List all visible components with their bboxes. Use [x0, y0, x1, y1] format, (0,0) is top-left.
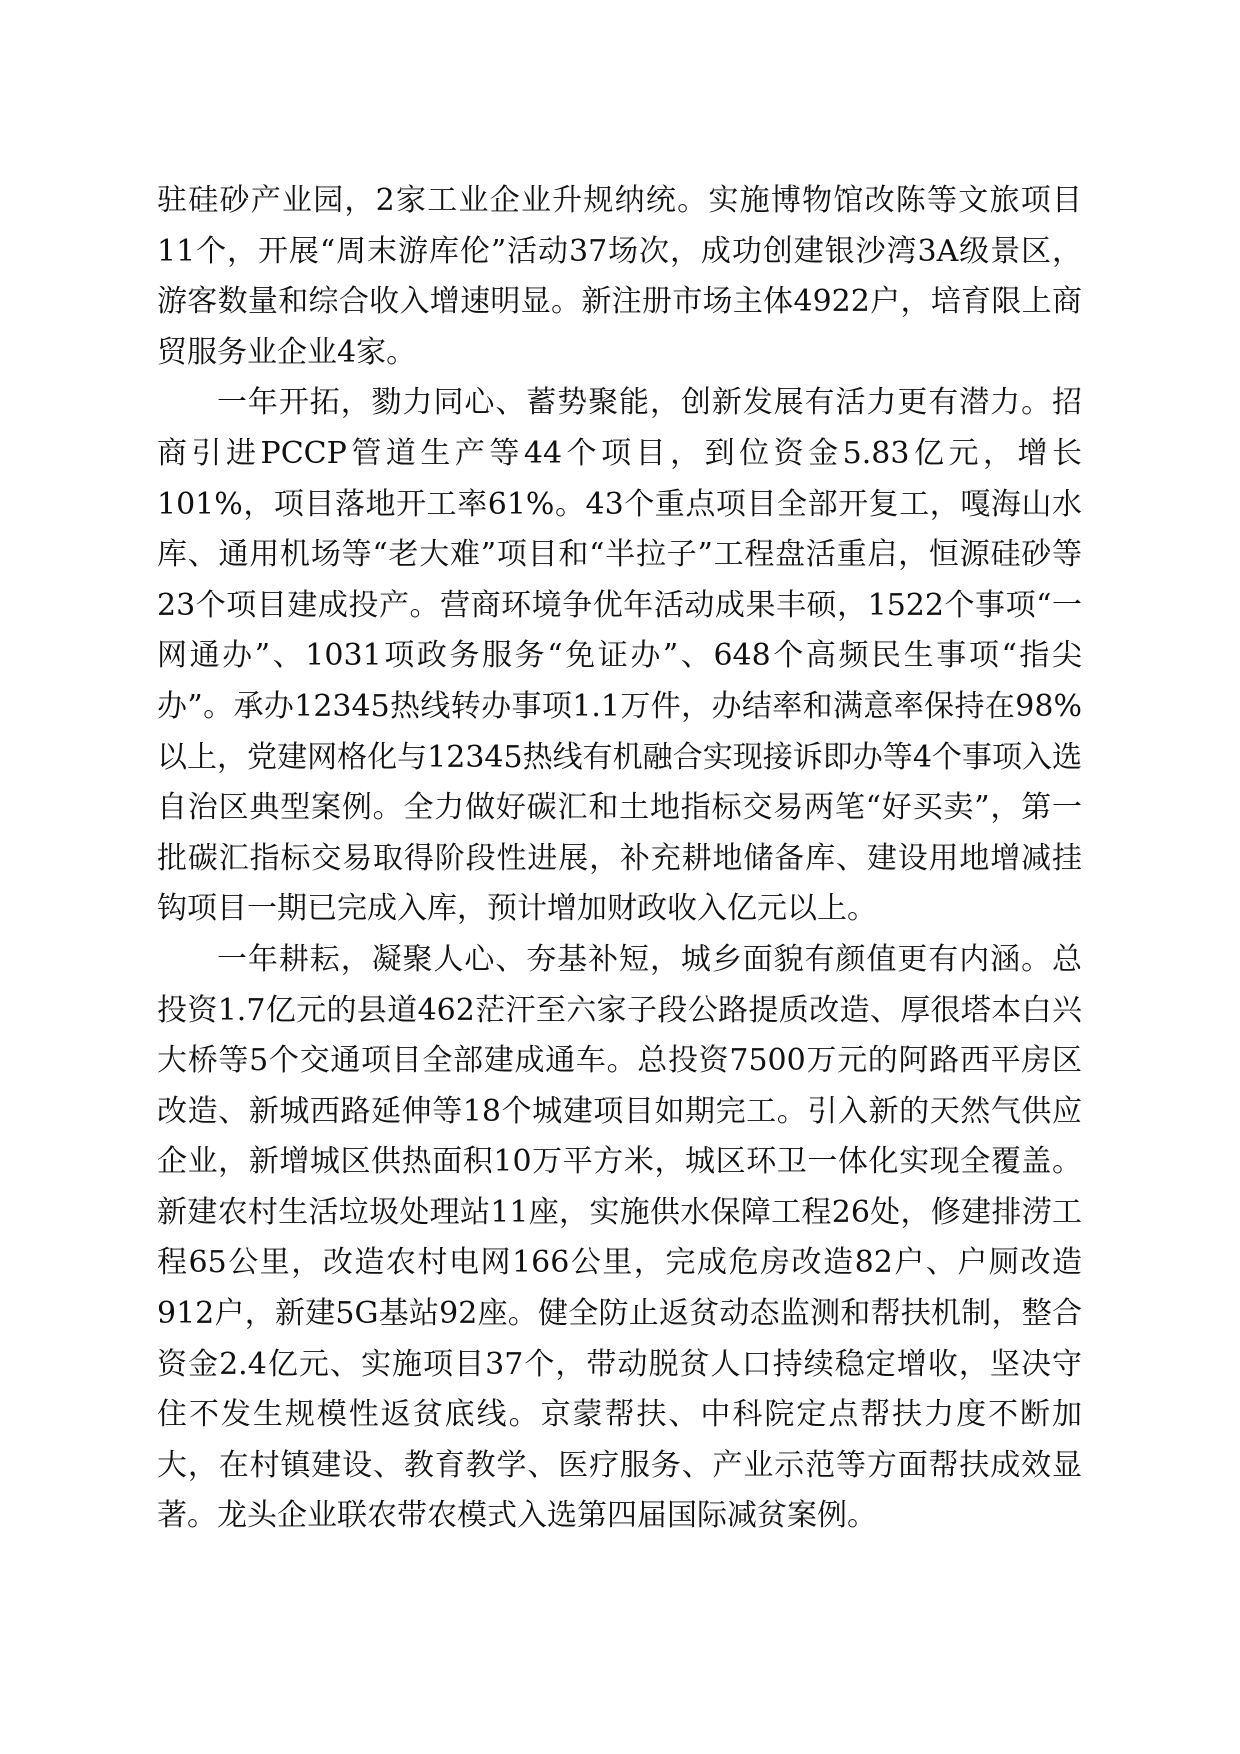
paragraph-2: 一年开拓，勠力同心、蓄势聚能，创新发展有活力更有潜力。招商引进PCCP管道生产等44个项目，到位资金5.83亿元，增长101%，项目落地开工率61%。43个重点项目全部开复工，嘎海山水库、通用机场等“老大难”项目和“半拉子”工程盘活重启，恒源硅砂等23个项目建成投产。营商环境争优年活动成果丰硕，1522个事项“一网通办”、1031项政务服务“免证办”、648个高频民生事项“指尖办”。承办12345热线转办事项1.1万件，办结率和满意率保持在98%以上，党建网格化与12345热线有机融合实现接诉即办等4个事项入选自治区典型案例。全力做好碳汇和土地指标交易两笔“好买卖”，第一批碳汇指标交易取得阶段性进展，补充耕地储备库、建设用地增减挂钩项目一期已完成入库，预计增加财政收入亿元以上。 [157, 385, 1082, 927]
paragraph-1: 驻硅砂产业园，2家工业企业升规纳统。实施博物馆改陈等文旅项目11个，开展“周末游库伦”活动37场次，成功创建银沙湾3A级景区，游客数量和综合收入增速明显。新注册市场主体4922户，培育限上商贸服务业企业4家。 [157, 183, 1082, 370]
document-page [157, 176, 1082, 1542]
paragraph-3: 一年耕耘，凝聚人心、夯基补短，城乡面貌有颜值更有内涵。总投资1.7亿元的县道462茫汗至六家子段公路提质改造、厚很塔本白兴大桥等5个交通项目全部建成通车。总投资7500万元的阿路西平房区改造、新城西路延伸等18个城建项目如期完工。引入新的天然气供应企业，新增城区供热面积10万平方米，城区环卫一体化实现全覆盖。新建农村生活垃圾处理站11座，实施供水保障工程26处，修建排涝工程65公里，改造农村电网166公里，完成危房改造82户、户厕改造912户，新建5G基站92座。健全防止返贫动态监测和帮扶机制，整合资金2.4亿元、实施项目37个，带动脱贫人口持续稳定增收，坚决守住不发生规模性返贫底线。京蒙帮扶、中科院定点帮扶力度不断加大，在村镇建设、教育教学、医疗服务、产业示范等方面帮扶成效显著。龙头企业联农带农模式入选第四届国际减贫案例。 [157, 941, 1082, 1534]
